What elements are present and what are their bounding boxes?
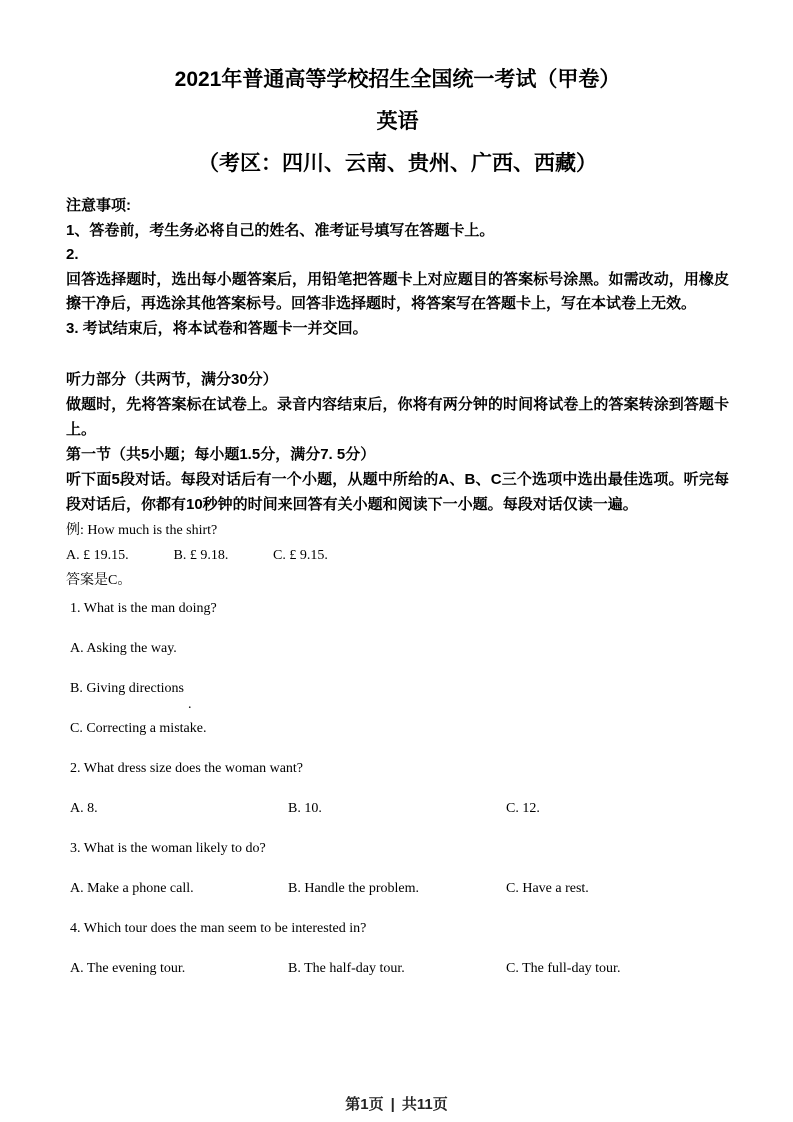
question-1-option-b-text: B. Giving directions	[70, 681, 184, 696]
question-3-option-b: B. Handle the problem.	[288, 881, 420, 896]
question-4-option-a: A. The evening tour.	[70, 961, 186, 976]
example-item	[66, 518, 729, 593]
question-3-option-a: A. Make a phone call.	[70, 881, 194, 896]
notice-item-3: 3. 考试结束后，将本试卷和答题卡一并交回。	[66, 319, 368, 337]
exam-header	[66, 68, 729, 176]
example-option-a: A. £ 19.15.	[66, 548, 129, 563]
exam-title: 2021年普通高等学校招生全国统一考试（甲卷）	[174, 68, 621, 91]
footer-total-pages: 共11页	[401, 1096, 448, 1113]
question-1-text: 1. What is the man doing?	[70, 601, 217, 616]
question-2-text: 2. What dress size does the woman want?	[70, 761, 304, 776]
example-question: 例: How much is the shirt?	[66, 523, 218, 538]
exam-subject: 英语	[376, 110, 419, 133]
listening-instructions: 做题时，先将答案标在试卷上。录音内容结束后，你将有两分钟的时间将试卷上的答案转涂到答题卡上。	[66, 396, 729, 438]
example-options-row	[66, 543, 729, 568]
listening-section-title: 听力部分（共两节，满分30分）	[66, 371, 278, 388]
listening-part1-title: 第一节（共5小题；每小题1.5分，满分7. 5分）	[66, 446, 376, 463]
question-3-option-c: C. Have a rest.	[506, 881, 589, 896]
page-footer	[0, 1093, 793, 1114]
notice-item-2-body: 回答选择题时，选出每小题答案后，用铅笔把答题卡上对应题目的答案标号涂黑。如需改动，用橡皮擦干净后，再选涂其他答案标号。回答非选择题时，将答案写在答题卡上，写在本试卷上无效。	[66, 270, 729, 312]
exam-region-line: （考区：四川、云南、贵州、广西、西藏）	[198, 152, 597, 175]
question-2-option-b: B. 10.	[288, 801, 322, 816]
notice-item-1: 1、答卷前，考生务必将自己的姓名、准考证号填写在答题卡上。	[66, 221, 495, 239]
question-4-option-c: C. The full-day tour.	[506, 961, 621, 976]
example-answer: 答案是C。	[66, 573, 132, 588]
question-2-option-a: A. 8.	[70, 801, 98, 816]
question-1-option-b	[70, 680, 729, 712]
listening-section	[66, 367, 729, 517]
question-4-text: 4. Which tour does the man seem to be interested in?	[70, 921, 367, 936]
listening-part1-instructions: 听下面5段对话。每段对话后有一个小题，从题中所给的A、B、C三个选项中选出最佳选项。听完每段对话后，你都有10秒钟的时间来回答有关小题和阅读下一小题。每段对话仅读一遍。	[66, 471, 729, 513]
notice-section	[66, 194, 729, 341]
questions-section	[70, 600, 729, 978]
notice-heading: 注意事项:	[66, 197, 131, 214]
question-3-text: 3. What is the woman likely to do?	[70, 841, 266, 856]
question-2-option-c: C. 12.	[506, 801, 540, 816]
question-1-option-a: A. Asking the way.	[70, 641, 177, 656]
question-1-option-c: C. Correcting a mistake.	[70, 721, 207, 736]
notice-item-2-number: 2.	[66, 246, 79, 263]
example-option-b: B. £ 9.18.	[173, 548, 229, 563]
question-3-options-row	[70, 880, 729, 898]
question-1-option-b-stray-period: .	[188, 697, 192, 712]
footer-separator: |	[390, 1096, 395, 1113]
example-option-c: C. £ 9.15.	[273, 548, 328, 563]
question-2-options-row	[70, 800, 729, 818]
question-4-options-row	[70, 960, 729, 978]
question-4-option-b: B. The half-day tour.	[288, 961, 405, 976]
footer-page-number: 第1页	[345, 1096, 384, 1113]
